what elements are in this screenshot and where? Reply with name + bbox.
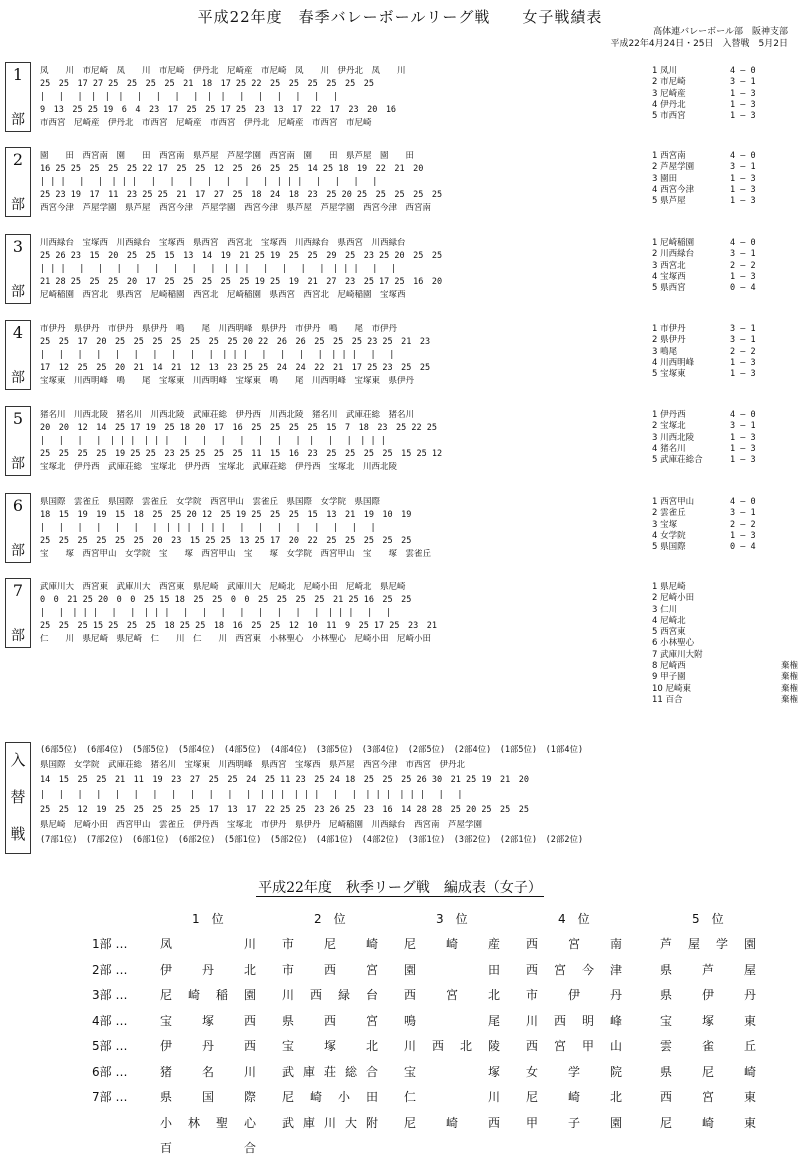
team-name: 1 伊丹西: [652, 410, 686, 420]
division-number: 3: [12, 237, 24, 256]
team-name: 3 尼崎産: [652, 88, 686, 99]
standing-row: [652, 593, 800, 604]
division-label: [5, 578, 31, 648]
team-cell: 雲 雀 丘: [660, 1039, 756, 1053]
standing-row: [652, 249, 800, 260]
standing-row: [652, 283, 800, 294]
standing-row: [652, 497, 800, 508]
team-cell: 市 伊 丹: [526, 988, 622, 1002]
autumn-row: [0, 1037, 800, 1062]
standing-row: [652, 66, 800, 77]
team-cell: 鳴 尾: [404, 1013, 500, 1028]
standing-row: [652, 455, 800, 466]
team-cell: 小 林 聖 心: [160, 1115, 256, 1130]
standing-row: [652, 347, 800, 358]
standings: [652, 66, 800, 122]
standing-row: [652, 358, 800, 369]
team-cell: 川 西 北 陵: [404, 1039, 500, 1053]
team-name: 1 西宮甲山: [652, 497, 695, 507]
autumn-row: [0, 1088, 800, 1113]
team-cell: 宝 塚 北: [282, 1039, 378, 1053]
team-cell: 県 尼 崎: [660, 1064, 756, 1079]
team-cell: 尼 崎 東: [660, 1115, 756, 1130]
division-label: [5, 62, 31, 132]
replacement-char: 入: [10, 751, 26, 769]
autumn-row: [0, 986, 800, 1011]
match-line-s1: 16 25 25 25 25 25 22 17 25 25 12 25 26 25 25 14 25 18 19 22 21 20: [40, 164, 424, 174]
team-name: 2 尼崎小田: [652, 593, 695, 604]
standing-row: [652, 185, 800, 196]
team-cell: 西 宮 北: [404, 988, 500, 1002]
team-name: 2 市尼崎: [652, 77, 686, 88]
team-name: 4 猪名川: [652, 443, 686, 454]
team-cell: 百 合: [160, 1141, 256, 1155]
team-cell: 凤 川: [160, 937, 256, 951]
replacement-line-bars: | | | | | | | | | | | | | | | | | | | | | | | | | | | |: [40, 790, 463, 800]
team-name: 5 宝塚東: [652, 369, 686, 380]
replacement-char: 戦: [10, 825, 26, 843]
win-loss: 3 ― 1: [730, 249, 756, 260]
win-loss: 1 ― 3: [730, 357, 756, 368]
match-line-s2: 25 25 25 25 25 25 20 23 15 25 25 13 25 17 20 22 25 25 25 25 25: [40, 536, 412, 546]
team-cell: 県 西 宮: [282, 1013, 378, 1028]
team-name: 5 武庫荘総合: [652, 455, 703, 466]
team-cell: 武 庫 荘 総 合: [282, 1064, 378, 1079]
team-cell: 宝 塚: [404, 1064, 500, 1079]
win-loss: 1 ― 3: [730, 369, 756, 380]
match-line-s1: 25 26 23 15 20 25 25 15 13 14 19 21 25 19 25 25 29 25 23 25 20 25 25: [40, 251, 443, 261]
team-name: 7 武庫川大附: [652, 649, 703, 660]
replacement-label: [5, 742, 31, 854]
team-cell: 武 庫 川 大 附: [282, 1115, 378, 1130]
division-label: 6部 …: [92, 1064, 128, 1079]
team-cell: 西 宮 甲 山: [526, 1039, 622, 1053]
match-line-bottom: 市西宮 尼崎産 伊丹北 市西宮 尼崎産 市西宮 伊丹北 尼崎産 市西宮 市尼崎: [40, 118, 372, 128]
standing-row: [652, 335, 800, 346]
team-cell: 尼 崎 西: [404, 1115, 500, 1130]
match-line-bars: | | | | | | | | | | | | | | | | | | | | |: [40, 523, 376, 533]
division-suffix: 部: [11, 456, 25, 472]
win-loss: 1 ― 3: [730, 432, 756, 443]
team-name: 1 尼崎稲園: [652, 238, 695, 248]
withdrawal-note: 棄権: [780, 672, 798, 683]
team-name: 11 百合: [652, 694, 683, 705]
autumn-row: [0, 935, 800, 960]
win-loss: 1 ― 3: [730, 271, 756, 282]
division-label: 2部 …: [92, 962, 128, 977]
standing-row: [652, 444, 800, 455]
match-line-top: 市伊丹 県伊丹 市伊丹 県伊丹 鳴 尾 川西明峰 県伊丹 市伊丹 鳴 尾 市伊丹: [40, 324, 398, 334]
withdrawal-note: 棄権: [780, 694, 798, 705]
win-loss: 3 ― 1: [730, 162, 756, 173]
win-loss: 3 ― 1: [730, 421, 756, 432]
standings: [652, 582, 800, 706]
team-cell: 市 尼 崎: [282, 937, 378, 951]
rank-header: 3 位: [436, 912, 468, 926]
team-name: 3 川西北陵: [652, 432, 695, 443]
team-cell: 尼 崎 稲 園: [160, 988, 256, 1002]
standing-row: [652, 672, 800, 683]
standing-row: [652, 324, 800, 335]
win-loss: 2 ― 2: [730, 260, 756, 271]
match-line-bars: | | | | | | | | | | | | | | | | | | | | | |: [40, 177, 378, 187]
standings: [652, 238, 800, 294]
division-suffix: 部: [11, 112, 25, 128]
division-label: [5, 320, 31, 390]
autumn-row: [0, 961, 800, 986]
rank-header: 2 位: [314, 912, 346, 926]
team-name: 6 小林聖心: [652, 638, 695, 649]
match-line-s2: 25 25 25 15 25 25 25 18 25 25 18 16 25 25 12 10 11 9 25 17 25 23 21: [40, 621, 437, 631]
win-loss: 3 ― 1: [730, 77, 756, 88]
match-line-bottom: 尼崎稲園 西宮北 県西宮 尼崎稲園 西宮北 尼崎稲園 県西宮 西宮北 尼崎稲園 宝塚西: [40, 290, 406, 300]
division-suffix: 部: [11, 197, 25, 213]
team-name: 5 西宮東: [652, 627, 686, 638]
standing-row: [652, 531, 800, 542]
rank-header: 1 位: [192, 912, 224, 926]
team-name: 1 県尼崎: [652, 582, 686, 592]
team-name: 4 西宮今津: [652, 184, 695, 195]
standing-row: [652, 410, 800, 421]
division-suffix: 部: [11, 370, 25, 386]
team-name: 4 宝塚西: [652, 271, 686, 282]
standing-row: [652, 508, 800, 519]
match-line-bars: | | | | | | | | | | | | | | | | | | | | | | |: [40, 608, 391, 618]
win-loss: 1 ― 3: [730, 443, 756, 454]
match-line-s2: 21 28 25 25 25 20 17 25 25 25 25 25 19 25 19 21 27 23 25 17 25 16 20: [40, 277, 443, 287]
win-loss: 2 ― 2: [730, 519, 756, 530]
team-cell: 女 学 院: [526, 1064, 622, 1079]
autumn-title: 平成22年度 秋季リーグ戦 編成表（女子）: [258, 880, 542, 896]
replacement-line-bottomRank: (7部1位) (7部2位) (6部1位) (6部2位) (5部1位) (5部2位) (4部1位) (4部2位) (3部1位) (3部2位) (2部1位) (2部2位): [40, 835, 584, 845]
match-line-bars: | | | | | | | | | | | | | | | | | | | | | | |: [40, 264, 397, 274]
team-cell: 川 西 明 峰: [526, 1013, 622, 1028]
autumn-row: [0, 1114, 800, 1139]
replacement-line-bottom: 県尼崎 尼崎小田 西宮甲山 雲雀丘 伊丹西 宝塚北 市伊丹 県伊丹 尼崎稲園 川西緑台 西宮南 芦屋学園: [40, 820, 483, 830]
team-name: 2 川西緑台: [652, 249, 695, 260]
match-line-top: 武庫川大 西宮東 武庫川大 西宮東 県尼崎 武庫川大 尼崎北 尼崎小田 尼崎北 県尼崎: [40, 582, 406, 592]
division-label: [5, 234, 31, 304]
win-loss: 0 ― 4: [730, 283, 756, 294]
team-cell: 芦 屋 学 園: [660, 937, 756, 951]
win-loss: 1 ― 3: [730, 455, 756, 466]
match-line-top: 園 田 西宮南 園 田 西宮南 県芦屋 芦屋学園 西宮南 園 田 県芦屋 園 田: [40, 151, 415, 161]
division-number: 5: [12, 409, 24, 428]
team-name: 5 市西宮: [652, 111, 686, 122]
match-line-bars: | | | | | | | | | | | | | | | | | | | | | |: [40, 350, 395, 360]
win-loss: 4 ― 0: [730, 410, 756, 420]
team-cell: 尼 崎 小 田: [282, 1090, 378, 1104]
team-cell: 甲 子 園: [526, 1115, 622, 1130]
win-loss: 3 ― 1: [730, 324, 756, 334]
team-name: 2 芦屋学園: [652, 162, 695, 173]
team-name: 3 仁川: [652, 604, 678, 615]
team-name: 3 鳴尾: [652, 346, 678, 357]
autumn-row: [0, 1063, 800, 1088]
team-cell: 宝 塚 東: [660, 1013, 756, 1028]
win-loss: 4 ― 0: [730, 66, 756, 76]
match-line-s1: 0 0 21 25 20 0 0 25 15 18 25 25 0 0 25 25 25 25 21 25 16 25 25: [40, 595, 412, 605]
standing-row: [652, 151, 800, 162]
win-loss: 1 ― 3: [730, 111, 756, 122]
withdrawal-note: 棄権: [780, 661, 798, 672]
standing-row: [652, 650, 800, 661]
win-loss: 1 ― 3: [730, 88, 756, 99]
standing-row: [652, 605, 800, 616]
standings: [652, 410, 800, 466]
team-name: 1 市伊丹: [652, 324, 686, 334]
replacement-line-s2: 25 25 12 19 25 25 25 25 25 17 13 17 22 25 25 23 26 25 23 16 14 28 28 25 20 25 25 25: [40, 805, 530, 815]
standing-row: [652, 196, 800, 207]
standing-row: [652, 261, 800, 272]
match-line-bottom: 宝塚北 伊丹西 武庫荘総 宝塚北 伊丹西 宝塚北 武庫荘総 伊丹西 宝塚北 川西北陵: [40, 462, 398, 472]
match-line-s1: 18 15 19 19 15 18 25 25 20 12 25 19 25 25 25 15 13 21 19 10 19: [40, 510, 412, 520]
division-label: 4部 …: [92, 1013, 128, 1028]
standing-row: [652, 661, 800, 672]
team-name: 4 女学院: [652, 530, 686, 541]
team-cell: 市 西 宮: [282, 962, 378, 977]
team-name: 2 県伊丹: [652, 335, 686, 346]
division-label: 3部 …: [92, 988, 128, 1002]
division-suffix: 部: [11, 543, 25, 559]
match-line-bottom: 西宮今津 芦屋学園 県芦屋 西宮今津 芦屋学園 西宮今津 県芦屋 芦屋学園 西宮今津 西宮南: [40, 203, 432, 213]
division-label: 5部 …: [92, 1039, 128, 1053]
division-suffix: 部: [11, 628, 25, 644]
team-name: 5 県芦屋: [652, 196, 686, 207]
win-loss: 1 ― 3: [730, 184, 756, 195]
team-cell: 伊 丹 西: [160, 1039, 256, 1053]
standings: [652, 497, 800, 553]
win-loss: 1 ― 3: [730, 196, 756, 207]
team-name: 10 尼崎東: [652, 683, 692, 694]
match-line-top: 猪名川 川西北陵 猪名川 川西北陵 武庫荘総 伊丹西 川西北陵 猪名川 武庫荘総 猪名川: [40, 410, 415, 420]
win-loss: 4 ― 0: [730, 238, 756, 248]
match-line-s1: 20 20 12 14 25 17 19 25 18 20 17 16 25 25 25 25 15 7 18 23 25 22 25: [40, 423, 437, 433]
team-name: 3 園田: [652, 173, 678, 184]
standing-row: [652, 542, 800, 553]
dates-label: 平成22年4月24日・25日 入替戦 5月2日: [610, 39, 788, 49]
team-cell: 県 国 際: [160, 1090, 256, 1104]
standing-row: [652, 627, 800, 638]
match-line-bottom: 宝 塚 西宮甲山 女学院 宝 塚 西宮甲山 宝 塚 女学院 西宮甲山 宝 塚 雲雀丘: [40, 549, 432, 559]
rank-header: 5 位: [692, 912, 724, 926]
match-line-top: 川西緑台 宝塚西 川西緑台 宝塚西 県西宮 西宮北 宝塚西 川西緑台 県西宮 川西緑台: [40, 238, 406, 248]
match-line-bottom: 宝塚東 川西明峰 鳴 尾 宝塚東 川西明峰 宝塚東 鳴 尾 川西明峰 宝塚東 県伊丹: [40, 376, 415, 386]
standing-row: [652, 111, 800, 122]
replacement-line-s1: 14 15 25 25 21 11 19 23 27 25 25 24 25 11 23 25 24 18 25 25 25 26 30 21 25 19 21 20: [40, 775, 530, 785]
autumn-row: [0, 1012, 800, 1037]
team-cell: 宝 塚 西: [160, 1013, 256, 1028]
replacement-char: 替: [10, 788, 26, 806]
organization-label: 高体連バレーボール部 阪神支部: [653, 27, 788, 37]
division-suffix: 部: [11, 284, 25, 300]
team-name: 5 県西宮: [652, 283, 686, 294]
team-cell: 園 田: [404, 962, 500, 977]
win-loss: 3 ― 1: [730, 508, 756, 519]
division-number: 7: [12, 581, 24, 600]
team-name: 1 西宮南: [652, 151, 686, 161]
win-loss: 1 ― 3: [730, 530, 756, 541]
match-line-bars: | | | | | | | | | | | | | | | | | |: [40, 92, 339, 102]
standing-row: [652, 695, 800, 706]
team-cell: 西 宮 東: [660, 1090, 756, 1104]
standing-row: [652, 100, 800, 111]
division-number: 1: [12, 65, 24, 84]
division-label: [5, 493, 31, 563]
team-cell: 伊 丹 北: [160, 962, 256, 977]
match-line-s1: 25 25 17 20 25 25 25 25 25 25 25 20 22 26 26 25 25 25 23 25 21 23: [40, 337, 431, 347]
standing-row: [652, 238, 800, 249]
team-name: 1 凤川: [652, 66, 678, 76]
withdrawal-note: 棄権: [780, 683, 798, 694]
standing-row: [652, 638, 800, 649]
team-name: 4 尼崎北: [652, 615, 686, 626]
match-line-s2: 9 13 25 25 19 6 4 23 17 25 25 17 25 23 13 17 22 17 23 20 16: [40, 105, 397, 115]
team-name: 8 尼崎西: [652, 661, 686, 672]
page-title: 平成22年度 春季バレーボールリーグ戦 女子戦績表: [197, 8, 603, 26]
autumn-row: [0, 1139, 800, 1164]
team-name: 5 県国際: [652, 542, 686, 553]
team-cell: 西 宮 南: [526, 937, 622, 951]
division-number: 2: [12, 150, 24, 169]
division-number: 6: [12, 496, 24, 515]
rank-header: 4 位: [558, 912, 590, 926]
team-cell: 猪 名 川: [160, 1064, 256, 1079]
team-cell: 尼 崎 北: [526, 1090, 622, 1104]
match-line-s1: 25 25 17 27 25 25 25 25 21 18 17 25 22 25 25 25 25 25 25: [40, 79, 374, 89]
team-cell: 県 伊 丹: [660, 988, 756, 1002]
replacement-line-topRank: (6部5位) (6部4位) (5部5位) (5部4位) (4部5位) (4部4位) (3部5位) (3部4位) (2部5位) (2部4位) (1部5位) (1部4位): [40, 745, 584, 755]
division-label: 7部 …: [92, 1090, 128, 1104]
standing-row: [652, 684, 800, 695]
team-name: 2 宝塚北: [652, 421, 686, 432]
match-line-top: 凤 川 市尼崎 凤 川 市尼崎 伊丹北 尼崎産 市尼崎 凤 川 伊丹北 凤 川: [40, 66, 406, 76]
win-loss: 1 ― 3: [730, 99, 756, 110]
match-line-bottom: 仁 川 県尼崎 県尼崎 仁 川 仁 川 西宮東 小林聖心 小林聖心 尼崎小田 尼崎小田: [40, 634, 432, 644]
standing-row: [652, 369, 800, 380]
standing-row: [652, 89, 800, 100]
match-line-s2: 25 23 19 17 11 23 25 25 21 17 27 25 18 24 18 23 25 20 25 25 25 25 25: [40, 190, 443, 200]
standing-row: [652, 520, 800, 531]
win-loss: 4 ― 0: [730, 151, 756, 161]
win-loss: 3 ― 1: [730, 335, 756, 346]
win-loss: 0 ― 4: [730, 542, 756, 553]
match-line-s2: 17 12 25 25 20 21 14 21 12 13 23 25 25 24 24 22 21 17 25 23 25 25: [40, 363, 431, 373]
standings: [652, 151, 800, 207]
win-loss: 1 ― 3: [730, 173, 756, 184]
division-label: [5, 147, 31, 217]
team-name: 9 甲子園: [652, 672, 686, 683]
standing-row: [652, 433, 800, 444]
standings: [652, 324, 800, 380]
team-cell: 尼 崎 産: [404, 937, 500, 951]
standing-row: [652, 582, 800, 593]
team-cell: 川 西 緑 台: [282, 988, 378, 1002]
match-line-s2: 25 25 25 25 19 25 25 23 25 25 25 25 11 15 16 23 25 25 25 25 15 25 12: [40, 449, 443, 459]
division-label: 1部 …: [92, 937, 128, 951]
standing-row: [652, 77, 800, 88]
standing-row: [652, 162, 800, 173]
standing-row: [652, 421, 800, 432]
replacement-line-top: 県国際 女学院 武庫荘総 猪名川 宝塚東 川西明峰 県西宮 宝塚西 県芦屋 西宮今津 市西宮 伊丹北: [40, 760, 466, 770]
team-name: 3 西宮北: [652, 260, 686, 271]
win-loss: 2 ― 2: [730, 346, 756, 357]
standing-row: [652, 174, 800, 185]
team-name: 2 雲雀丘: [652, 508, 686, 519]
win-loss: 4 ― 0: [730, 497, 756, 507]
standing-row: [652, 272, 800, 283]
division-number: 4: [12, 323, 24, 342]
match-line-top: 県国際 雲雀丘 県国際 雲雀丘 女学院 西宮甲山 雲雀丘 県国際 女学院 県国際: [40, 497, 381, 507]
match-line-bars: | | | | | | | | | | | | | | | | | | | | | | |: [40, 436, 386, 446]
team-cell: 西 宮 今 津: [526, 962, 622, 977]
team-name: 4 川西明峰: [652, 357, 695, 368]
team-name: 4 伊丹北: [652, 99, 686, 110]
team-cell: 県 芦 屋: [660, 962, 756, 977]
division-label: [5, 406, 31, 476]
team-cell: 仁 川: [404, 1090, 500, 1104]
team-name: 3 宝塚: [652, 519, 678, 530]
standing-row: [652, 616, 800, 627]
